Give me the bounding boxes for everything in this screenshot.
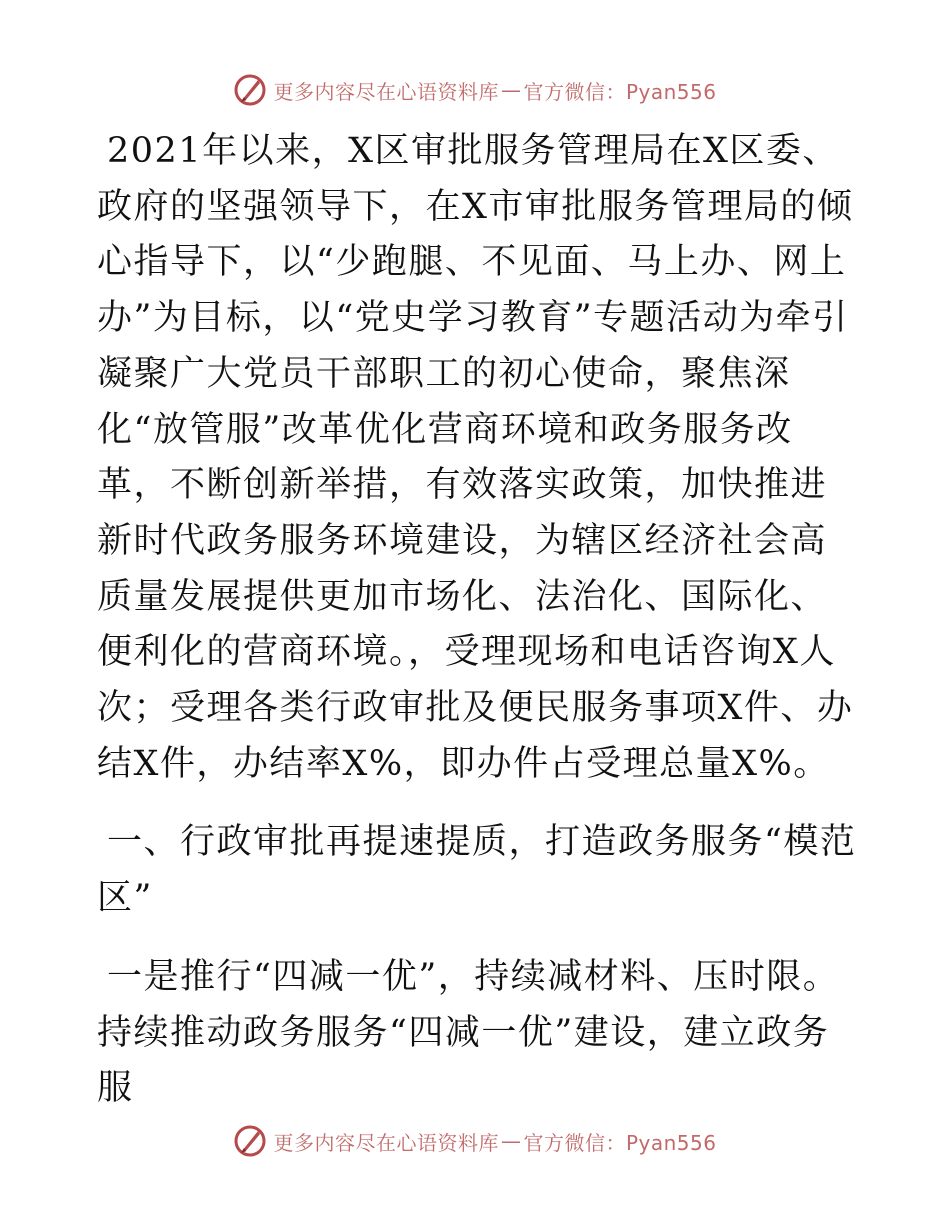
- banner-text: 更多内容尽在心语资料库: [273, 79, 499, 104]
- quill-pen-circle-icon: [233, 1124, 267, 1158]
- paragraph-point-one: 一是推行“四减一优”，持续减材料、压时限。持续推动政务服务“四减一优”建设，建立政务服: [97, 956, 840, 1109]
- banner-text: 更多内容尽在心语资料库: [273, 1130, 499, 1155]
- banner-contact: 官方微信：Pyan556: [523, 1130, 717, 1155]
- document-body: [97, 124, 857, 1117]
- quill-pen-circle-icon: [233, 73, 267, 107]
- section-heading: 一、行政审批再提速提质，打造政务服务“模范区”: [97, 822, 857, 919]
- banner-separator: —: [500, 1129, 522, 1153]
- banner-contact: 官方微信：Pyan556: [523, 79, 717, 104]
- footer-watermark-banner: [0, 1121, 950, 1161]
- header-watermark-banner: [0, 70, 950, 110]
- banner-separator: —: [500, 78, 522, 102]
- paragraph-intro: 2021年以来，X区审批服务管理局在X区委、政府的坚强领导下，在X市审批服务管理局的倾心指导下，以“少跑腿、不见面、马上办、网上办”为目标，以“党史学习教育”专题活动为牵引凝聚广大党员干部职工的初心使命，聚焦深化“放管服”改革优化营商环境和政务服务改革，不断创新举措，有效落实政策，加快推进新时代政务服务环境建设，为辖区经济社会高质量发展提供更加市场化、法治化、国际化、便利化的营商环境。，受理现场和电话咨询X人次；受理各类行政审批及便民服务事项X件、办结X件，办结率X%，即办件占受理总量X%。: [97, 131, 854, 784]
